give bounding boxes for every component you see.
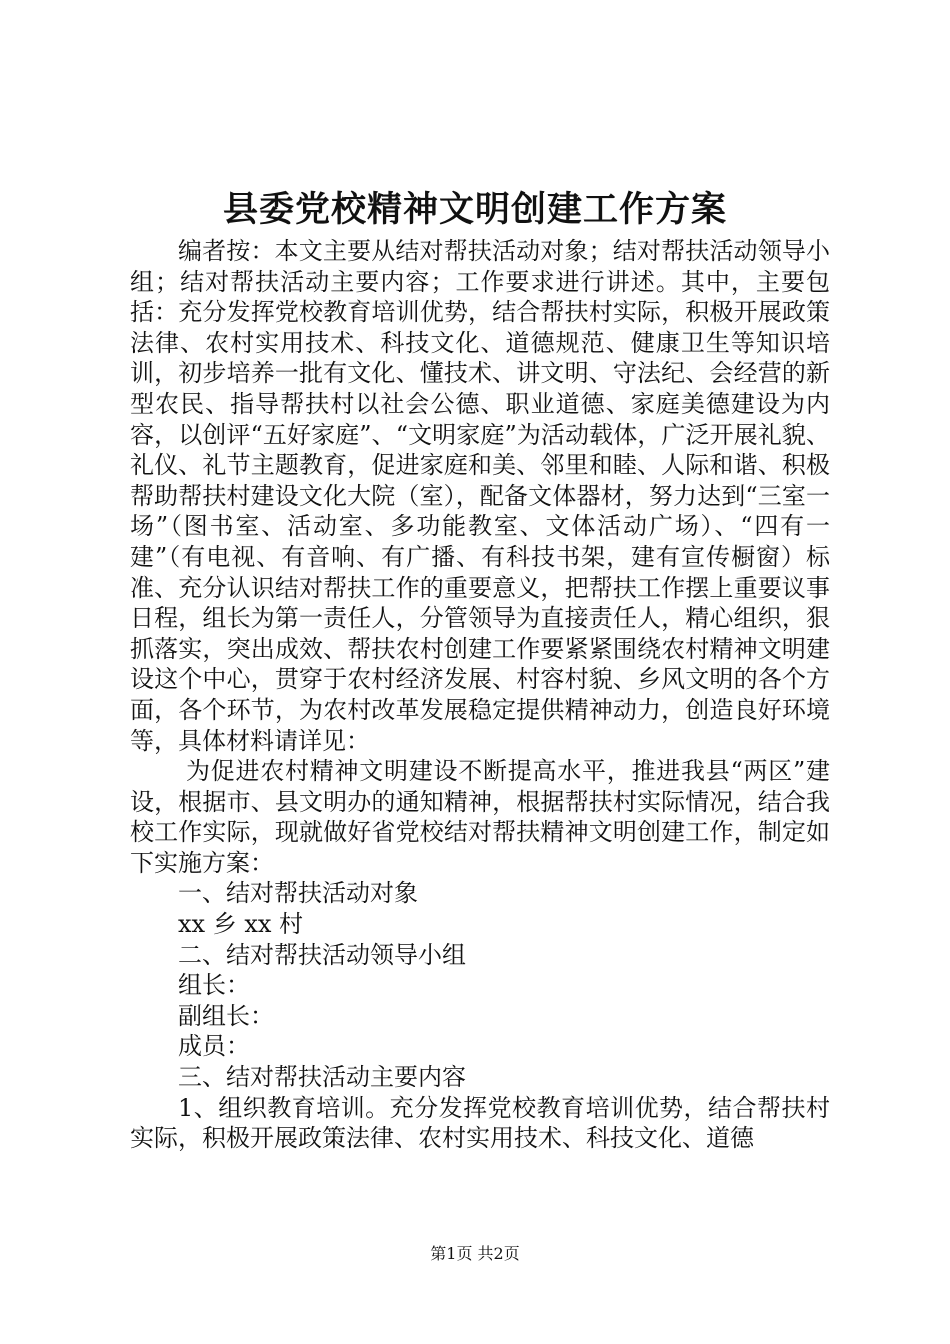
- item1-paragraph: 1、组织教育培训。充分发挥党校教育培训优势，结合帮扶村实际，积极开展政策法律、农村实用技术、科技文化、道德: [130, 1093, 830, 1153]
- section1-content: xx 乡 xx 村: [178, 910, 304, 939]
- section3-heading: 三、结对帮扶活动主要内容: [178, 1063, 466, 1092]
- leader-line: 组长：: [178, 971, 250, 1000]
- document-title: 县委党校精神文明创建工作方案: [222, 189, 727, 230]
- members-line: 成员：: [178, 1032, 250, 1061]
- document-body: [130, 236, 830, 1154]
- section1-heading: 一、结对帮扶活动对象: [178, 879, 418, 908]
- section2-heading: 二、结对帮扶活动领导小组: [178, 940, 466, 969]
- page-footer: 第1页 共2页: [430, 1244, 520, 1263]
- editor-note-paragraph: 编者按：本文主要从结对帮扶活动对象；结对帮扶活动领导小组；结对帮扶活动主要内容；工作要求进行讲述。其中，主要包括：充分发挥党校教育培训优势，结合帮扶村实际，积极开展政策法律、农村实用技术、科技文化、道德规范、健康卫生等知识培训，初步培养一批有文化、懂技术、讲文明、守法纪、会经营的新型农民、指导帮扶村以社会公德、职业道德、家庭美德建设为内容，以创评“五好家庭”、“文明家庭”为活动载体，广泛开展礼貌、礼仪、礼节主题教育，促进家庭和美、邻里和睦、人际和谐、积极帮助帮扶村建设文化大院（室），配备文体器材，努力达到“三室一场”（图书室、活动室、多功能教室、文体活动广场）、“四有一建”（有电视、有音响、有广播、有科技书架，建有宣传橱窗）标准、充分认识结对帮扶工作的重要意义，把帮扶工作摆上重要议事日程，组长为第一责任人，分管领导为直接责任人，精心组织，狠抓落实，突出成效、帮扶农村创建工作要紧紧围绕农村精神文明建设这个中心，贯穿于农村经济发展、村容村貌、乡风文明的各个方面，各个环节，为农村改革发展稳定提供精神动力，创造良好环境等，具体材料请详见：: [130, 237, 830, 755]
- deputy-leader-line: 副组长：: [178, 1001, 274, 1030]
- intro-paragraph: 为促进农村精神文明建设不断提高水平，推进我县“两区”建设，根据市、县文明办的通知精神，根据帮扶村实际情况，结合我校工作实际，现就做好省党校结对帮扶精神文明创建工作，制定如下实施方案：: [130, 757, 830, 877]
